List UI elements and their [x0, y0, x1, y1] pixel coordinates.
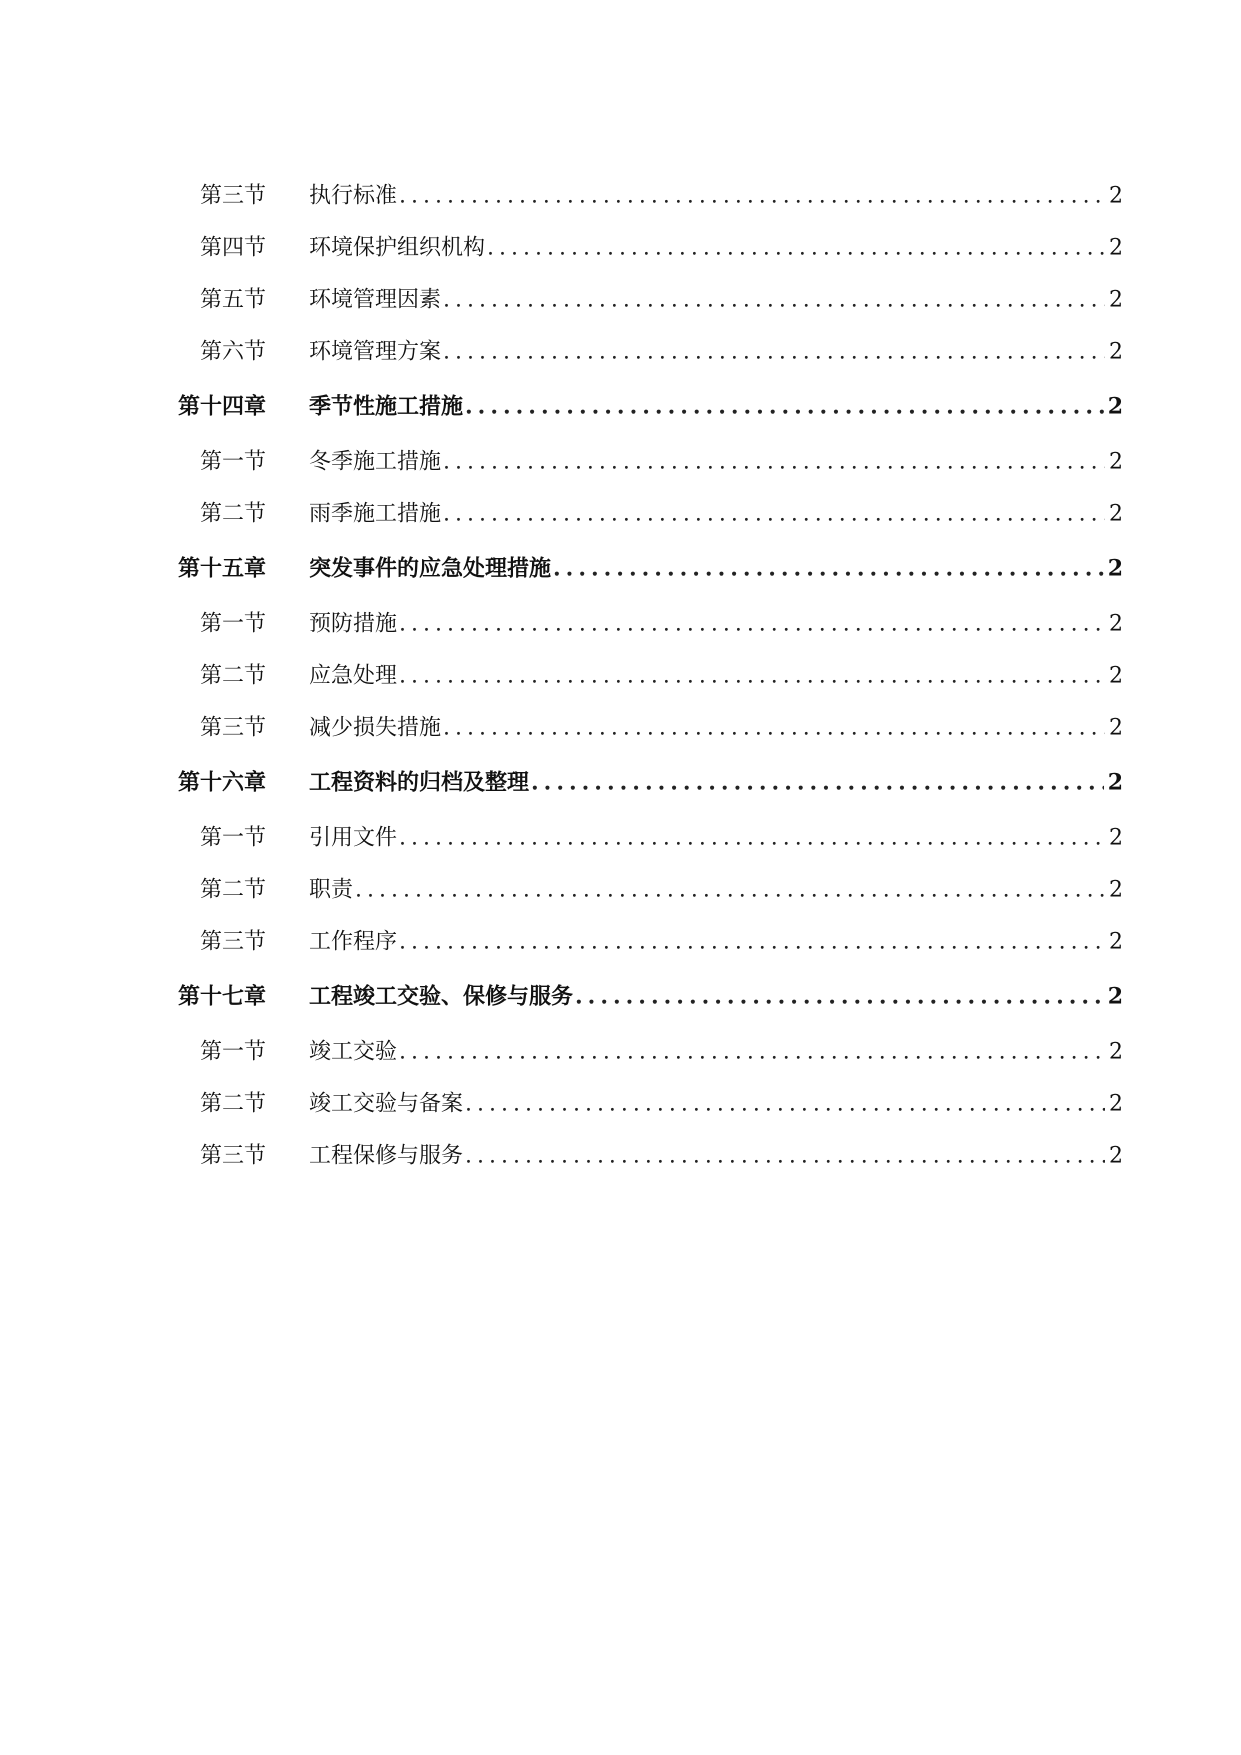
- toc-chapter-entry[interactable]: [0, 538, 1241, 596]
- toc-entry-title: 工作程序: [309, 929, 398, 955]
- toc-section-entry[interactable]: [0, 810, 1241, 862]
- toc-entry-title: 环境管理方案: [309, 339, 442, 365]
- toc-page-number: 2: [1109, 501, 1123, 527]
- toc-entry-title: 工程资料的归档及整理: [309, 769, 530, 796]
- toc-entry-number: 第五节: [200, 287, 267, 313]
- toc-entry-number: 第一节: [200, 449, 267, 475]
- toc-section-entry[interactable]: [0, 862, 1241, 914]
- toc-section-entry[interactable]: [0, 324, 1241, 376]
- toc-section-entry[interactable]: [0, 272, 1241, 324]
- toc-section-entry[interactable]: [0, 1076, 1241, 1128]
- toc-dot-leader: [443, 450, 1105, 475]
- toc-page-number: 2: [1109, 825, 1123, 851]
- toc-dot-leader: [399, 664, 1105, 689]
- toc-chapter-entry[interactable]: [0, 752, 1241, 810]
- toc-entry-number: 第二节: [200, 1091, 267, 1117]
- toc-page-number: 2: [1109, 235, 1123, 261]
- toc-dot-leader: [575, 984, 1104, 1010]
- toc-entry-line: [309, 873, 1123, 904]
- toc-dot-leader: [465, 1092, 1105, 1117]
- toc-section-entry[interactable]: [0, 596, 1241, 648]
- toc-entry-number: 第六节: [200, 339, 267, 365]
- toc-page-number: 2: [1109, 611, 1123, 637]
- toc-section-entry[interactable]: [0, 1024, 1241, 1076]
- toc-entry-title: 环境管理因素: [309, 287, 442, 313]
- toc-dot-leader: [465, 394, 1104, 420]
- toc-page-number: 2: [1109, 1143, 1123, 1169]
- toc-section-entry[interactable]: [0, 486, 1241, 538]
- toc-entry-number: 第三节: [200, 929, 267, 955]
- toc-entry-line: [309, 231, 1123, 262]
- toc-page-number: 2: [1109, 287, 1123, 313]
- toc-entry-line: [309, 552, 1123, 583]
- toc-entry-title: 预防措施: [309, 611, 398, 637]
- toc-page-number: 2: [1107, 769, 1123, 796]
- toc-entry-line: [309, 445, 1123, 476]
- toc-page-number: 2: [1107, 393, 1123, 420]
- toc-section-entry[interactable]: [0, 1128, 1241, 1180]
- toc-dot-leader: [443, 502, 1105, 527]
- toc-page-number: 2: [1109, 663, 1123, 689]
- toc-dot-leader: [399, 184, 1105, 209]
- toc-entry-number: 第一节: [200, 1039, 267, 1065]
- toc-section-entry[interactable]: [0, 220, 1241, 272]
- toc-entry-number: 第三节: [200, 1143, 267, 1169]
- toc-entry-line: [309, 980, 1123, 1011]
- toc-entry-number: 第十六章: [178, 769, 267, 796]
- table-of-contents: [0, 168, 1241, 1180]
- toc-chapter-entry[interactable]: [0, 966, 1241, 1024]
- toc-entry-title: 竣工交验: [309, 1039, 398, 1065]
- toc-entry-line: [309, 925, 1123, 956]
- toc-chapter-entry[interactable]: [0, 376, 1241, 434]
- toc-dot-leader: [443, 288, 1105, 313]
- toc-section-entry[interactable]: [0, 648, 1241, 700]
- toc-entry-title: 减少损失措施: [309, 715, 442, 741]
- toc-entry-title: 职责: [309, 877, 354, 903]
- toc-dot-leader: [487, 236, 1105, 261]
- toc-page-number: 2: [1107, 555, 1123, 582]
- toc-page-number: 2: [1109, 1039, 1123, 1065]
- toc-dot-leader: [399, 930, 1105, 955]
- toc-entry-number: 第二节: [200, 877, 267, 903]
- toc-entry-title: 工程保修与服务: [309, 1143, 464, 1169]
- toc-entry-number: 第十五章: [178, 555, 267, 582]
- toc-entry-number: 第二节: [200, 501, 267, 527]
- toc-entry-title: 执行标准: [309, 183, 398, 209]
- toc-entry-title: 冬季施工措施: [309, 449, 442, 475]
- toc-dot-leader: [399, 826, 1105, 851]
- toc-entry-line: [309, 335, 1123, 366]
- toc-entry-number: 第一节: [200, 825, 267, 851]
- toc-entry-number: 第十四章: [178, 393, 267, 420]
- toc-entry-title: 突发事件的应急处理措施: [309, 555, 552, 582]
- toc-entry-line: [309, 390, 1123, 421]
- toc-page-number: 2: [1109, 877, 1123, 903]
- toc-entry-line: [309, 659, 1123, 690]
- toc-dot-leader: [355, 878, 1105, 903]
- toc-entry-number: 第四节: [200, 235, 267, 261]
- toc-dot-leader: [443, 340, 1105, 365]
- toc-entry-number: 第一节: [200, 611, 267, 637]
- toc-dot-leader: [399, 612, 1105, 637]
- toc-section-entry[interactable]: [0, 434, 1241, 486]
- toc-section-entry[interactable]: [0, 700, 1241, 752]
- toc-entry-number: 第十七章: [178, 983, 267, 1010]
- toc-dot-leader: [443, 716, 1105, 741]
- toc-entry-line: [309, 821, 1123, 852]
- toc-page-number: 2: [1109, 183, 1123, 209]
- toc-dot-leader: [531, 770, 1104, 796]
- toc-entry-title: 引用文件: [309, 825, 398, 851]
- toc-entry-line: [309, 1087, 1123, 1118]
- toc-page-number: 2: [1109, 715, 1123, 741]
- toc-page-number: 2: [1109, 339, 1123, 365]
- toc-entry-title: 工程竣工交验、保修与服务: [309, 983, 574, 1010]
- toc-entry-title: 雨季施工措施: [309, 501, 442, 527]
- toc-section-entry[interactable]: [0, 914, 1241, 966]
- toc-entry-number: 第三节: [200, 715, 267, 741]
- toc-entry-line: [309, 766, 1123, 797]
- toc-page-number: 2: [1107, 983, 1123, 1010]
- toc-entry-number: 第二节: [200, 663, 267, 689]
- toc-dot-leader: [465, 1144, 1105, 1169]
- toc-entry-number: 第三节: [200, 183, 267, 209]
- toc-entry-line: [309, 711, 1123, 742]
- toc-entry-line: [309, 1035, 1123, 1066]
- toc-dot-leader: [399, 1040, 1105, 1065]
- toc-dot-leader: [553, 556, 1104, 582]
- toc-page-number: 2: [1109, 929, 1123, 955]
- toc-entry-title: 应急处理: [309, 663, 398, 689]
- toc-entry-title: 季节性施工措施: [309, 393, 464, 420]
- toc-section-entry[interactable]: [0, 168, 1241, 220]
- toc-entry-line: [309, 283, 1123, 314]
- toc-entry-line: [309, 497, 1123, 528]
- toc-page-number: 2: [1109, 449, 1123, 475]
- toc-entry-line: [309, 179, 1123, 210]
- toc-entry-line: [309, 607, 1123, 638]
- toc-entry-line: [309, 1139, 1123, 1170]
- toc-page-number: 2: [1109, 1091, 1123, 1117]
- toc-entry-title: 环境保护组织机构: [309, 235, 486, 261]
- toc-entry-title: 竣工交验与备案: [309, 1091, 464, 1117]
